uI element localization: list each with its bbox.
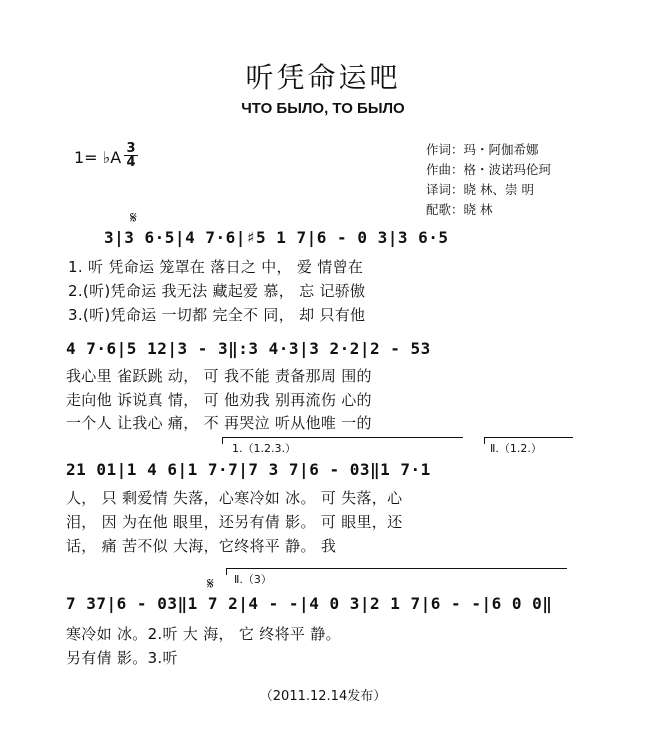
notation-line-3: 21 01|1 4 6|1 7·7|7 3 7|6 - 03‖1 7·1 <box>66 460 431 479</box>
lyric-line-3-verse-2: 泪， 因 为在他 眼里，还另有倩 影。 可 眼里，还 <box>66 513 403 531</box>
credit-composer: 作曲：格・波诺玛伦珂 <box>426 162 552 177</box>
lyric-line-2-verse-1: 我心里 雀跃跳 动， 可 我不能 责备那周 围的 <box>66 367 372 385</box>
time-signature-denominator: 4 <box>126 155 136 170</box>
volta-label-3: Ⅱ.（3） <box>234 573 272 586</box>
volta-label-1: 1.（1.2.3.） <box>232 442 296 455</box>
credit-translator: 译词：晓 林、崇 明 <box>426 182 534 197</box>
notation-line-2: 4 7·6|5 12|3 - 3‖:3 4·3|3 2·2|2 - 53 <box>66 339 431 358</box>
notation-line-1: 3|3 6·5|4 7·6|♯5 1 7|6 - 0 3|3 6·5 <box>104 228 449 247</box>
lyric-line-1-verse-2: 2.(听)凭命运 我无法 藏起爱 慕， 忘 记骄傲 <box>68 282 366 300</box>
credits-block <box>426 140 551 220</box>
lyric-line-3-verse-1: 人， 只 剩爱情 失落，心寒冷如 冰。 可 失落，心 <box>66 489 403 507</box>
lyric-line-4-verse-2: 另有倩 影。3.听 <box>66 649 178 667</box>
time-signature <box>124 142 138 169</box>
song-title-russian: ЧТО БЫЛО, ТО БЫЛО <box>241 100 405 117</box>
song-title-chinese: 听凭命运吧 <box>245 61 401 94</box>
credit-arranger: 配歌：晓 林 <box>426 202 493 217</box>
lyric-line-3-verse-3: 话， 痛 苦不似 大海，它终将平 静。 我 <box>66 537 337 555</box>
publish-date: （2011.12.14发布） <box>259 689 387 704</box>
lyric-line-4-verse-1: 寒冷如 冰。2.听 大 海， 它 终将平 静。 <box>66 625 341 643</box>
time-signature-numerator: 3 <box>124 142 138 156</box>
segno-symbol-2: 𝄋 <box>207 574 214 593</box>
segno-symbol: 𝄋 <box>130 208 137 227</box>
lyric-line-2-verse-3: 一个人 让我心 痛， 不 再哭泣 听从他唯 一的 <box>66 414 372 432</box>
lyric-line-1-verse-3: 3.(听)凭命运 一切都 完全不 同， 却 只有他 <box>68 306 366 324</box>
credit-lyricist: 作词：玛・阿伽希娜 <box>426 142 539 157</box>
volta-bracket-3 <box>226 568 567 575</box>
lyric-line-2-verse-2: 走向他 诉说真 情， 可 他劝我 别再流伤 心的 <box>66 391 372 409</box>
key-signature: 1= ♭A <box>74 148 122 167</box>
lyric-line-1-verse-1: 1. 听 凭命运 笼罩在 落日之 中， 爱 情曾在 <box>68 258 364 276</box>
notation-line-4: 7 37|6 - 03‖1 7 2|4 - -|4 0 3|2 1 7|6 - -|6 0 0‖ <box>66 594 553 613</box>
volta-label-2: Ⅱ.（1.2.） <box>490 442 542 455</box>
